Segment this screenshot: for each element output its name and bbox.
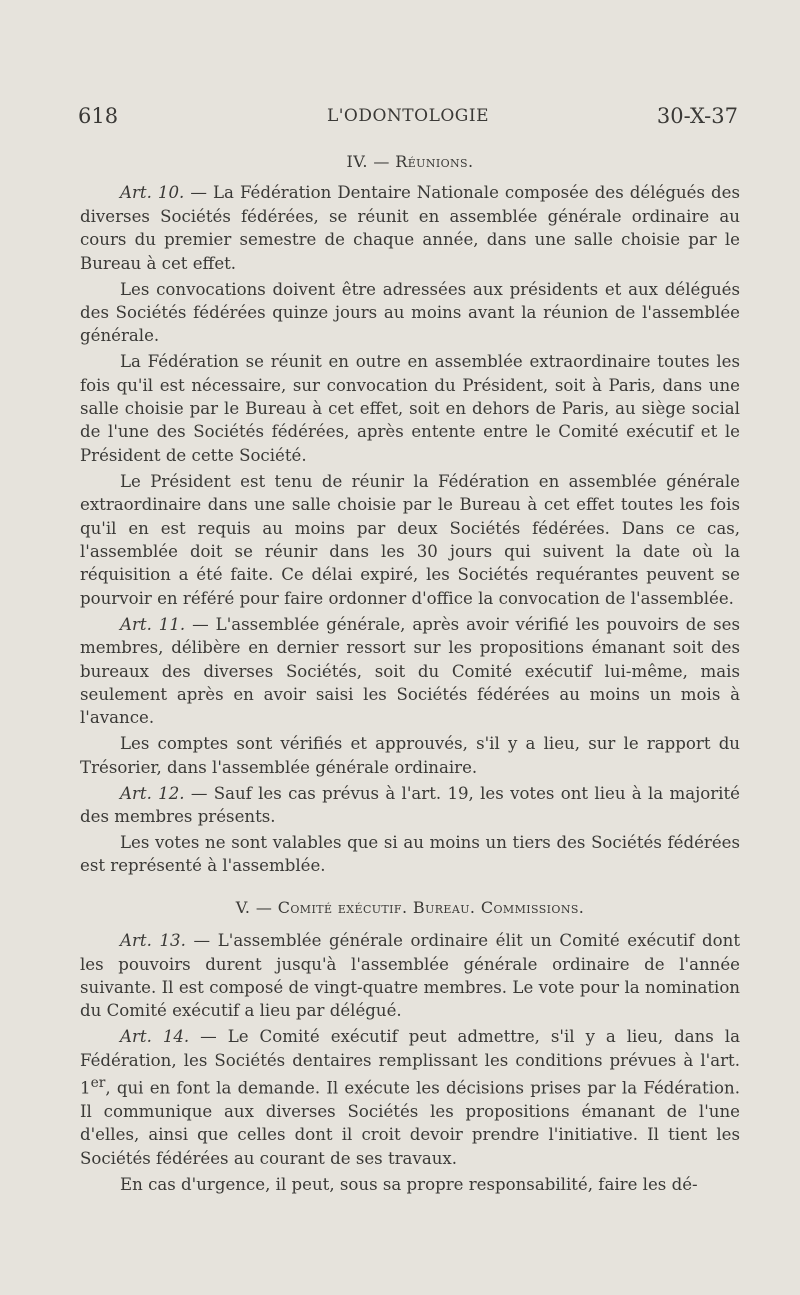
paragraph: Le Président est tenu de réunir la Fédération en assemblée générale extraordinaire dans une salle choisie par le Bureau à cet effet toutes les fois qu'il en est requis au moins par deux Sociétés fédérées. Dans ce cas, l'assemblée doit se réunir dans les 30 jours qui suivent la date où la réquisition a été faite. Ce délai expiré, les Sociétés requérantes peuvent se pourvoir en référé pour faire ordonner d'office la convocation de l'assemblée. <box>80 471 740 608</box>
article-label: Art. 12. <box>120 783 185 803</box>
running-header <box>78 104 738 134</box>
section-heading-reunions: IV. — Réunions. <box>346 152 474 171</box>
article-label: Art. 11. <box>120 614 186 634</box>
article-label: Art. 13. <box>120 931 186 951</box>
paragraph-art-10 <box>80 181 740 275</box>
paragraph-text: — L'assemblée générale, après avoir vérifié les pouvoirs de ses membres, délibère en dernier ressort sur les propositions émanant soit des bureaux des diverses Sociétés, soit du Comité exécutif lui-même, mais seulement après en avoir saisi les Sociétés fédérées au moins un mois à l'avance. <box>80 614 740 728</box>
body-text <box>80 150 740 1199</box>
page-number: 618 <box>78 104 119 128</box>
section-heading-comite: V. — Comité exécutif. Bureau. Commissions. <box>235 897 585 917</box>
article-label: Art. 14. <box>120 1027 190 1047</box>
paragraph: En cas d'urgence, il peut, sous sa propre responsabilité, faire les dé- <box>120 1174 698 1194</box>
paragraph-text: — L'assemblée générale ordinaire élit un Comité exécutif dont les pouvoirs durent jusqu'à l'assemblée générale ordinaire de l'année suivante. Il est composé de vingt-quatre membres. Le vote pour la nomination du Comité exécutif a lieu par délégué. <box>80 931 740 1021</box>
article-label: Art. 10. <box>120 183 185 203</box>
paragraph-art-12 <box>80 782 740 829</box>
journal-title: L'ODONTOLOGIE <box>326 106 490 126</box>
paragraph-text: — Le Comité exécutif peut admettre, s'il y a lieu, dans la Fédération, les Sociétés dentaires remplissant les conditions prévues à l'art. 1 <box>80 1027 740 1098</box>
paragraph-text: — Sauf les cas prévus à l'art. 19, les votes ont lieu à la majorité des membres présents. <box>80 783 740 826</box>
paragraph-art-11 <box>80 613 740 730</box>
paragraph: Les convocations doivent être adressées aux présidents et aux délégués des Sociétés fédérées quinze jours au moins avant la réunion de l'assemblée générale. <box>80 279 740 346</box>
paragraph-art-13 <box>80 929 740 1023</box>
superscript: er <box>90 1075 106 1092</box>
paragraph-text: , qui en font la demande. Il exécute les décisions prises par la Fédération. Il communique aux diverses Sociétés les propositions émanant de l'une d'elles, ainsi que celles dont il croit devoir prendre l'initiative. Il tient les Sociétés fédérées au courant de ses travaux. <box>80 1078 740 1168</box>
issue-date: 30-X-37 <box>656 104 738 128</box>
paragraph: La Fédération se réunit en outre en assemblée extraordinaire toutes les fois qu'il est nécessaire, sur convocation du Président, soit à Paris, dans une salle choisie par le Bureau à cet effet, soit en dehors de Paris, au siège social de l'une des Sociétés fédérées, après entente entre le Comité exécutif et le Président de cette Société. <box>80 352 740 465</box>
paragraph: Les comptes sont vérifiés et approuvés, s'il y a lieu, sur le rapport du Trésorier, dans l'assemblée générale ordinaire. <box>80 734 740 777</box>
paragraph-art-14 <box>80 1025 740 1170</box>
paragraph-text: — La Fédération Dentaire Nationale composée des délégués des diverses Sociétés fédérées, se réunit en assemblée générale ordinaire au cours du premier semestre de chaque année, dans une salle choisie par le Bureau à cet effet. <box>80 183 740 273</box>
paragraph: Les votes ne sont valables que si au moins un tiers des Sociétés fédérées est représenté à l'assemblée. <box>80 832 740 876</box>
